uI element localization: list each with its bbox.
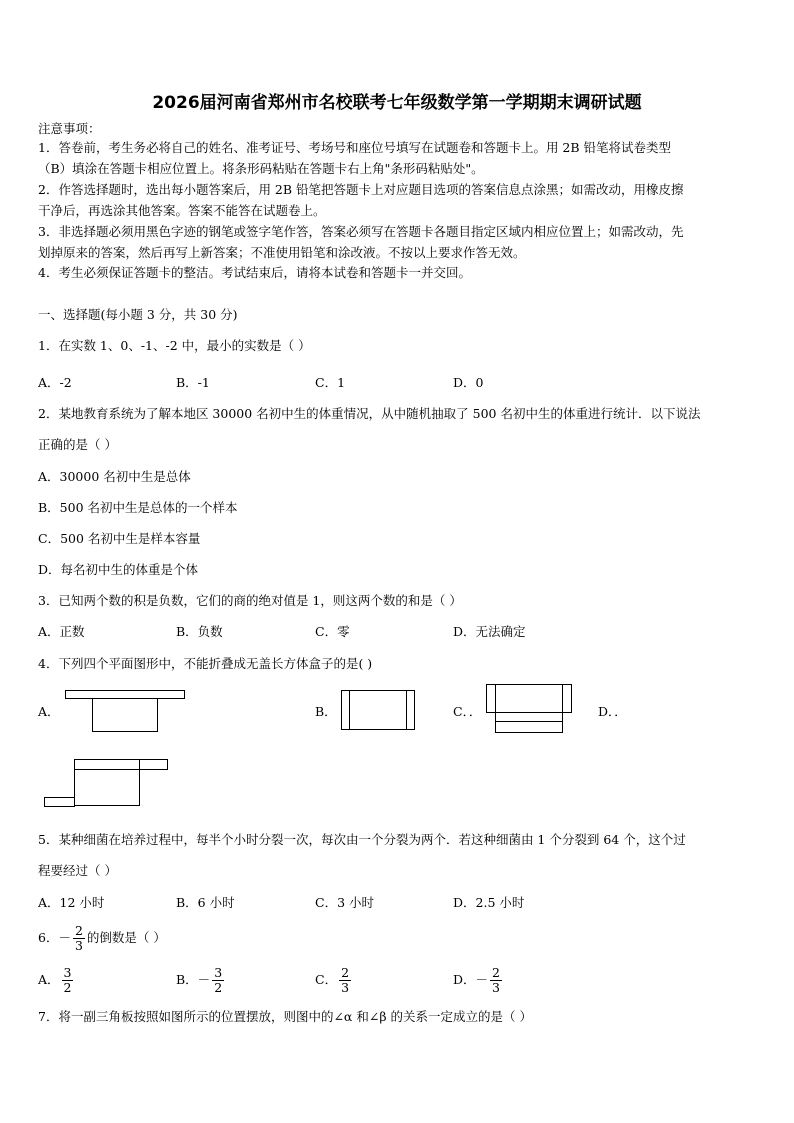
fraction-numerator: 3 (214, 965, 223, 980)
q2-option-a: A．30000 名初中生是总体 (38, 469, 191, 484)
option-label: D．－ (453, 972, 489, 987)
q6-suffix: 的倒数是（ ） (86, 930, 166, 945)
q2-option-b: B．500 名初中生是总体的一个样本 (38, 500, 238, 515)
notice-line: （B）填涂在答题卡相应位置上。将条形码粘贴在答题卡右上角"条形码粘贴处"。 (38, 161, 484, 176)
net-face (92, 698, 158, 732)
q3-stem: 3．已知两个数的积是负数，它们的商的绝对值是 1，则这两个数的和是（ ） (38, 593, 462, 608)
q1-stem: 1．在实数 1、0、-1、-2 中，最小的实数是（ ） (38, 338, 311, 353)
q6-option-d (453, 964, 504, 996)
q1-option-d: D．0 (453, 375, 484, 390)
q3-option-c: C．零 (315, 624, 350, 639)
q5-option-b: B．6 小时 (176, 895, 235, 910)
q6-option-a (38, 964, 75, 996)
notice-line: 划掉原来的答案，然后再写上新答案；不准使用铅笔和涂改液。不按以上要求作答无效。 (38, 245, 526, 260)
q4-option-b: B． (315, 704, 337, 719)
fraction-denominator: 3 (341, 980, 350, 995)
q3-option-b: B．负数 (176, 624, 223, 639)
fraction-numerator: 2 (492, 965, 500, 980)
q6-prefix: 6．－ (38, 930, 71, 945)
notice-line: 干净后，再选涂其他答案。答案不能答在试题卷上。 (38, 203, 326, 218)
notice-line: 2．作答选择题时，选出每小题答案后，用 2B 铅笔把答题卡上对应题目选项的答案信息点涂黑；如需改动，用橡皮擦 (38, 182, 684, 197)
q1-option-a: A．-2 (38, 375, 72, 390)
fraction-denominator: 2 (63, 980, 72, 995)
q2-stem: 2．某地教育系统为了解本地区 30000 名初中生的体重情况，从中随机抽取了 500 名初中生的体重进行统计．以下说法 (38, 406, 701, 421)
q4-stem: 4．下列四个平面图形中，不能折叠成无盖长方体盒子的是( ) (38, 656, 373, 671)
q1-option-b: B．-1 (176, 375, 210, 390)
q1-option-c: C．1 (315, 375, 346, 390)
option-label: A． (38, 972, 60, 987)
q3-option-d: D．无法确定 (453, 624, 526, 639)
fraction-denominator: 2 (214, 980, 223, 995)
q2-option-c: C．500 名初中生是样本容量 (38, 531, 201, 546)
option-fraction (339, 966, 351, 995)
notice-line: 4．考生必须保证答题卡的整洁。考试结束后，请将本试卷和答题卡一并交回。 (38, 265, 471, 280)
option-fraction (212, 966, 224, 995)
q4-option-a: A． (38, 704, 60, 719)
q5-option-a: A．12 小时 (38, 895, 105, 910)
net-face (495, 684, 563, 722)
net-face (44, 797, 75, 807)
page-title: 2026届河南省郑州市名校联考七年级数学第一学期期末调研试题 (152, 93, 642, 113)
fraction-numerator: 2 (341, 965, 350, 980)
q4-option-c: C．． (453, 704, 482, 719)
q2-option-d: D．每名初中生的体重是个体 (38, 562, 199, 577)
option-fraction (62, 966, 74, 995)
q6-stem (38, 922, 166, 954)
option-fraction (490, 966, 502, 995)
option-label: B．－ (176, 972, 211, 987)
fraction-denominator: 3 (492, 980, 500, 995)
net-face (349, 690, 407, 730)
fraction-denominator: 3 (74, 938, 83, 953)
notice-line: 3．非选择题必须用黑色字迹的钢笔或签字笔作答，答案必须写在答题卡各题目指定区域内相应位置上；如需改动，先 (38, 224, 684, 239)
q5-option-d: D．2.5 小时 (453, 895, 525, 910)
q6-option-c (315, 964, 353, 996)
fraction-numerator: 3 (63, 965, 72, 980)
section-heading: 一、选择题(每小题 3 分，共 30 分) (38, 307, 238, 322)
notice-heading: 注意事项： (38, 121, 101, 136)
notice-line: 1．答卷前，考生务必将自己的姓名、准考证号、考场号和座位号填写在试题卷和答题卡上。用 2B 铅笔将试卷类型 (38, 140, 672, 155)
q3-option-a: A．正数 (38, 624, 85, 639)
net-face (495, 721, 563, 733)
q5-stem: 5．某种细菌在培养过程中，每半个小时分裂一次，每次由一个分裂为两个．若这种细菌由 1 个分裂到 64 个，这个过 (38, 832, 686, 847)
q7-stem: 7．将一副三角板按照如图所示的位置摆放，则图中的∠α 和∠β 的关系一定成立的是（ ） (38, 1009, 532, 1024)
q6-fraction (73, 924, 85, 953)
q4-option-d: D．． (598, 704, 627, 719)
q2-stem-cont: 正确的是（ ） (38, 437, 117, 452)
q5-stem-cont: 程要经过（ ） (38, 863, 117, 878)
option-label: C． (315, 972, 338, 987)
fraction-numerator: 2 (74, 923, 83, 938)
q6-option-b (176, 964, 226, 996)
q5-option-c: C．3 小时 (315, 895, 374, 910)
net-face (74, 759, 140, 806)
